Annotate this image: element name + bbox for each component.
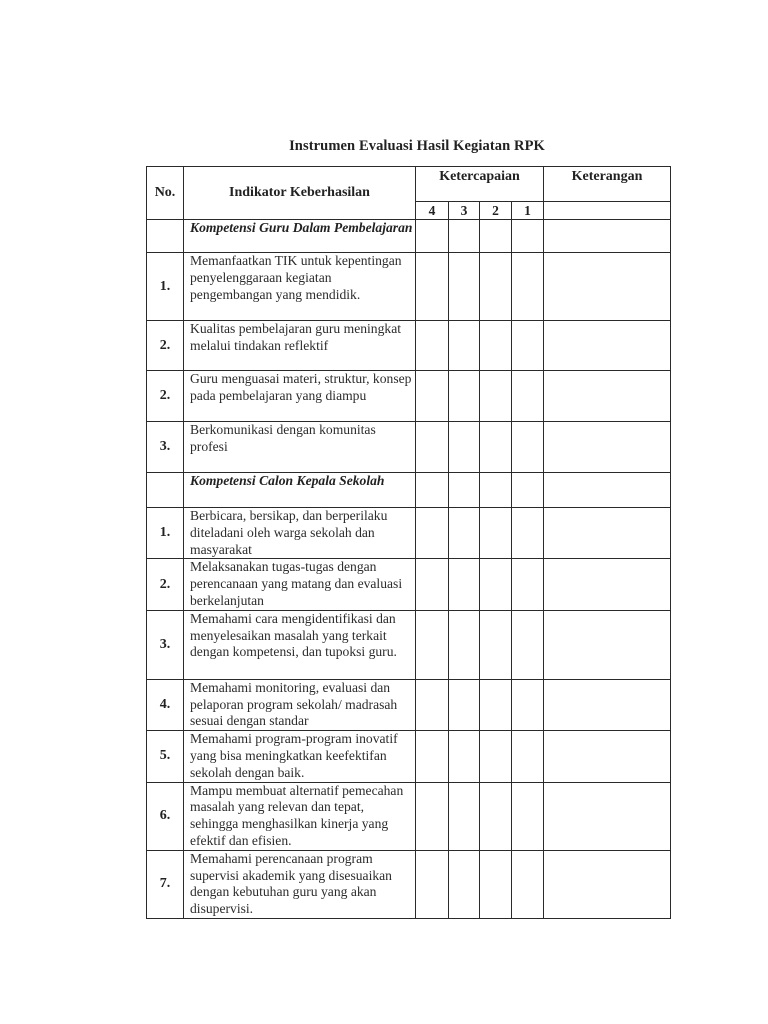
header-score-1: 1 xyxy=(512,202,544,220)
row-number xyxy=(147,473,184,508)
table-row xyxy=(147,321,671,371)
score-cell-3 xyxy=(449,321,480,371)
score-cell-2 xyxy=(480,371,512,422)
score-cell-2 xyxy=(480,422,512,473)
score-cell-1 xyxy=(512,850,544,918)
section-row xyxy=(147,220,671,253)
score-cell-1 xyxy=(512,731,544,782)
notes-cell xyxy=(544,253,671,321)
score-cell-4 xyxy=(416,850,449,918)
score-cell-3 xyxy=(449,679,480,730)
row-number: 6. xyxy=(147,782,184,850)
evaluation-table xyxy=(146,166,671,919)
score-cell-4 xyxy=(416,508,449,559)
indicator-text: Memahami monitoring, evaluasi dan pelaporan program sekolah/ madrasah sesuai dengan standar xyxy=(184,679,416,730)
score-cell-4 xyxy=(416,220,449,253)
table-row xyxy=(147,422,671,473)
score-cell-4 xyxy=(416,253,449,321)
score-cell-3 xyxy=(449,253,480,321)
notes-cell xyxy=(544,559,671,610)
row-number: 7. xyxy=(147,850,184,918)
table-row xyxy=(147,371,671,422)
score-cell-1 xyxy=(512,422,544,473)
notes-cell xyxy=(544,371,671,422)
row-number: 3. xyxy=(147,610,184,679)
table-row xyxy=(147,731,671,782)
header-score-2: 2 xyxy=(480,202,512,220)
score-cell-1 xyxy=(512,473,544,508)
score-cell-2 xyxy=(480,782,512,850)
notes-cell xyxy=(544,220,671,253)
table-row xyxy=(147,508,671,559)
score-cell-4 xyxy=(416,782,449,850)
notes-cell xyxy=(544,731,671,782)
score-cell-2 xyxy=(480,731,512,782)
score-cell-3 xyxy=(449,422,480,473)
score-cell-3 xyxy=(449,559,480,610)
header-indicator: Indikator Keberhasilan xyxy=(184,167,416,220)
indicator-text: Memahami program-program inovatif yang bisa meningkatkan keefektifan sekolah dengan baik. xyxy=(184,731,416,782)
header-notes: Keterangan xyxy=(544,167,671,202)
score-cell-3 xyxy=(449,371,480,422)
indicator-text: Berbicara, bersikap, dan berperilaku diteladani oleh warga sekolah dan masyarakat xyxy=(184,508,416,559)
section-row xyxy=(147,473,671,508)
notes-cell xyxy=(544,422,671,473)
score-cell-1 xyxy=(512,253,544,321)
score-cell-1 xyxy=(512,559,544,610)
row-number: 5. xyxy=(147,731,184,782)
score-cell-2 xyxy=(480,559,512,610)
row-number: 2. xyxy=(147,559,184,610)
indicator-text: Mampu membuat alternatif pemecahan masalah yang relevan dan tepat, sehingga menghasilkan kinerja yang efektif dan efisien. xyxy=(184,782,416,850)
score-cell-4 xyxy=(416,559,449,610)
table-row xyxy=(147,559,671,610)
notes-cell xyxy=(544,610,671,679)
score-cell-4 xyxy=(416,679,449,730)
score-cell-2 xyxy=(480,679,512,730)
row-number: 1. xyxy=(147,508,184,559)
notes-cell xyxy=(544,850,671,918)
section-title: Kompetensi Calon Kepala Sekolah xyxy=(184,473,416,508)
indicator-text: Memanfaatkan TIK untuk kepentingan penyelenggaraan kegiatan pengembangan yang mendidik. xyxy=(184,253,416,321)
notes-cell xyxy=(544,321,671,371)
row-number: 4. xyxy=(147,679,184,730)
row-number: 1. xyxy=(147,253,184,321)
notes-cell xyxy=(544,473,671,508)
score-cell-1 xyxy=(512,679,544,730)
header-achievement: Ketercapaian xyxy=(416,167,544,202)
score-cell-3 xyxy=(449,473,480,508)
row-number xyxy=(147,220,184,253)
score-cell-2 xyxy=(480,850,512,918)
score-cell-3 xyxy=(449,850,480,918)
score-cell-2 xyxy=(480,473,512,508)
row-number: 3. xyxy=(147,422,184,473)
indicator-text: Kualitas pembelajaran guru meningkat melalui tindakan reflektif xyxy=(184,321,416,371)
indicator-text: Melaksanakan tugas-tugas dengan perencanaan yang matang dan evaluasi berkelanjutan xyxy=(184,559,416,610)
notes-cell xyxy=(544,782,671,850)
score-cell-3 xyxy=(449,220,480,253)
score-cell-1 xyxy=(512,508,544,559)
row-number: 2. xyxy=(147,321,184,371)
table-row xyxy=(147,782,671,850)
score-cell-1 xyxy=(512,371,544,422)
score-cell-3 xyxy=(449,782,480,850)
indicator-text: Memahami perencanaan program supervisi akademik yang disesuaikan dengan kebutuhan guru yang akan disupervisi. xyxy=(184,850,416,918)
row-number: 2. xyxy=(147,371,184,422)
score-cell-4 xyxy=(416,731,449,782)
score-cell-3 xyxy=(449,731,480,782)
score-cell-3 xyxy=(449,508,480,559)
table-row xyxy=(147,679,671,730)
score-cell-4 xyxy=(416,422,449,473)
notes-cell xyxy=(544,508,671,559)
notes-cell xyxy=(544,679,671,730)
score-cell-1 xyxy=(512,610,544,679)
score-cell-2 xyxy=(480,220,512,253)
score-cell-1 xyxy=(512,782,544,850)
score-cell-1 xyxy=(512,220,544,253)
score-cell-3 xyxy=(449,610,480,679)
table-row xyxy=(147,610,671,679)
score-cell-4 xyxy=(416,321,449,371)
score-cell-2 xyxy=(480,508,512,559)
table-row xyxy=(147,850,671,918)
indicator-text: Memahami cara mengidentifikasi dan menyelesaikan masalah yang terkait dengan kompetensi, dan tupoksi guru. xyxy=(184,610,416,679)
score-cell-2 xyxy=(480,610,512,679)
indicator-text: Berkomunikasi dengan komunitas profesi xyxy=(184,422,416,473)
indicator-text: Guru menguasai materi, struktur, konsep pada pembelajaran yang diampu xyxy=(184,371,416,422)
header-no: No. xyxy=(147,167,184,220)
page-title: Instrumen Evaluasi Hasil Kegiatan RPK xyxy=(289,138,545,154)
section-title: Kompetensi Guru Dalam Pembelajaran xyxy=(184,220,416,253)
score-cell-4 xyxy=(416,610,449,679)
header-score-3: 3 xyxy=(449,202,480,220)
score-cell-2 xyxy=(480,253,512,321)
header-score-4: 4 xyxy=(416,202,449,220)
header-notes-blank xyxy=(544,202,671,220)
score-cell-1 xyxy=(512,321,544,371)
score-cell-4 xyxy=(416,473,449,508)
table-row xyxy=(147,253,671,321)
score-cell-2 xyxy=(480,321,512,371)
score-cell-4 xyxy=(416,371,449,422)
